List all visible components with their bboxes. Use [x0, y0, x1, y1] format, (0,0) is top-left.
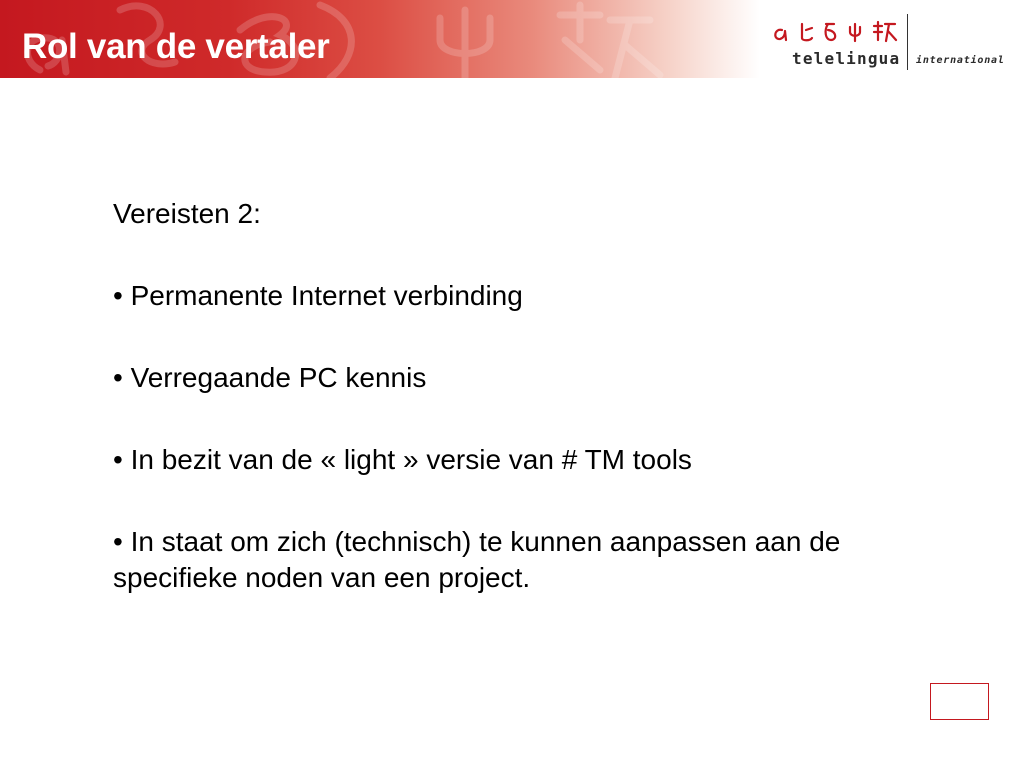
logo-glyphs-icon	[770, 18, 900, 44]
telelingua-logo	[770, 14, 1010, 74]
logo-name: telelingua	[792, 49, 901, 68]
logo-suffix: international	[916, 55, 1005, 66]
bullet-item-3: • In bezit van de « light » versie van # TM tools	[113, 444, 692, 475]
bullet-item-4: • In staat om zich (technisch) te kunnen aanpassen aan de specifieke noden van een project.	[113, 526, 841, 593]
title-banner	[0, 0, 760, 78]
slide-corner-box	[930, 683, 989, 720]
bullet-item-1: • Permanente Internet verbinding	[113, 280, 523, 311]
content-heading: Vereisten 2:	[113, 198, 261, 229]
bullet-item-2: • Verregaande PC kennis	[113, 362, 427, 393]
slide-content	[113, 196, 913, 596]
logo-divider	[907, 14, 908, 70]
slide-title: Rol van de vertaler	[22, 27, 330, 66]
